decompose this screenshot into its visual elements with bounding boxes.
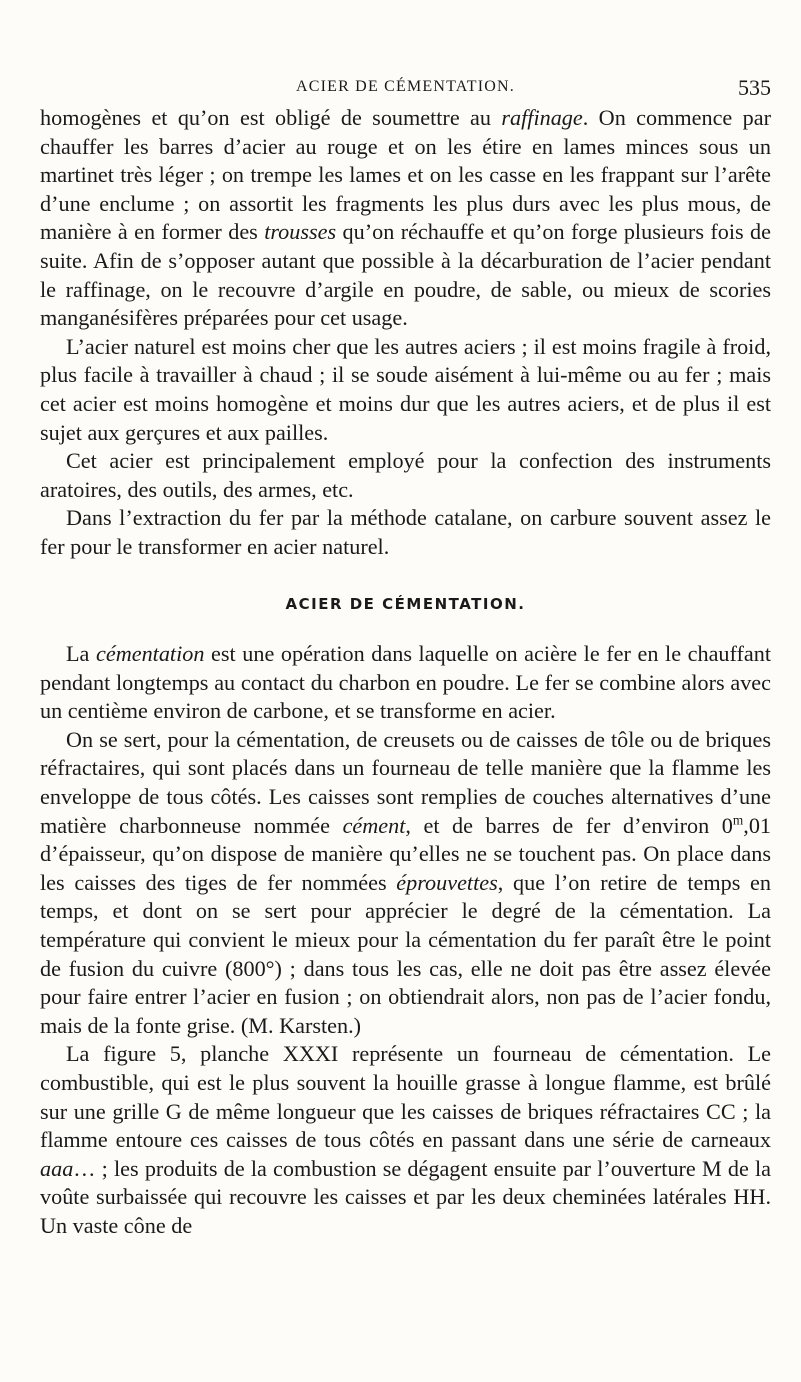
text-run: La figure 5, planche XXXI représente un fourneau de cémentation. Le combustible, qui est le plus souvent la houille grasse à longue flamme, est brûlé sur une grille G de même longueur que les caisses de briques réfractaires CC ; la flamme entoure ces caisses de tous côtés en passant dans une série de carneaux [40,1041,771,1153]
italic-term: cémentation [96,641,205,667]
italic-term: éprouvettes [396,869,498,895]
paragraph-raffinage [40,104,771,333]
running-head [40,75,771,102]
text-run: homogènes et qu’on est obligé de soumettre au [40,105,502,130]
paragraph-methode-catalane: Dans l’extraction du fer par la méthode catalane, on carbure souvent assez le fer pour le transformer en acier naturel. [40,505,771,559]
italic-term: aaa [40,1155,74,1181]
text-run: On se sert, pour la cémentation, de creusets ou de caisses de tôle ou de briques réfractaires, qui sont placés dans un fourneau de telle manière que la flamme les enveloppe de tous côtés. Les caisses sont remplies de couches alternatives d’une matière charbonneuse nommée [40,726,771,838]
paragraph-cementation-definition [40,640,771,726]
text-run: est une opération dans laquelle on acière le fer en le chauffant pendant longtemps au contact du charbon en poudre. Le fer se combine alors avec un centième environ de carbone, et se transforme en acier. [40,641,772,724]
paragraph-acier-naturel: L’acier naturel est moins cher que les autres aciers ; il est moins fragile à froid, plus facile à travailler à chaud ; il se soude aisément à lui-même ou au fer ; mais cet acier est moins homogène et moins dur que les autres aciers, et de plus il est sujet aux gerçures et aux pailles. [40,333,771,445]
italic-term: raffinage [501,105,583,130]
page-number: 535 [738,75,771,100]
paragraph-cementation-procede [40,726,771,1041]
section-heading: ACIER DE CÉMENTATION. [285,594,526,613]
text-run: . On commence par chauffer les barres d’acier au rouge et on les étire en lames minces sous un martinet très léger ; on trempe les lames et on les casse en les frappant sur l’arête d’une enclume ; on assortit les fragments les plus durs avec les plus mous, de manière à en former des [40,105,771,245]
text-run: ,01 d’épaisseur, qu’on dispose de manière qu’elles ne se touchent pas. On place dans les caisses des tiges de fer nommées [40,812,771,895]
italic-term: cément [342,812,406,838]
paragraph-fourneau [40,1040,771,1240]
text-run: … ; les produits de la combustion se dégagent ensuite par l’ouverture M de la voûte surbaissée qui recouvre les caisses et par les deux cheminées latérales HH. Un vaste cône de [40,1155,771,1238]
running-title: ACIER DE CÉMENTATION. [295,78,515,95]
italic-term: trousses [264,219,337,245]
text-run: La [66,641,96,667]
text-run: , et de barres de fer d’environ 0 [405,812,733,838]
text-run: qu’on réchauffe et qu’on forge plusieurs fois de suite. Afin de s’opposer autant que possible à la décarburation de l’acier pendant le raffinage, on le recouvre d’argile en poudre, de sable, ou mieux de scories manganésifères préparées pour cet usage. [40,219,771,331]
text-run: , que l’on retire de temps en temps, et dont on se sert pour apprécier le degré de la cémentation. La température qui convient le mieux pour la cémentation du fer paraît être le point de fusion du cuivre (800°) ; dans tous les cas, elle ne doit pas être assez élevée pour faire entrer l’acier en fusion ; on obtiendrait alors, non pas de l’acier fondu, mais de la fonte grise. (M. Karsten.) [40,869,771,1038]
body-text [40,104,771,1241]
paragraph-usages: Cet acier est principalement employé pour la confection des instruments aratoires, des outils, des armes, etc. [40,448,771,502]
superscript-unit: m [732,812,744,828]
